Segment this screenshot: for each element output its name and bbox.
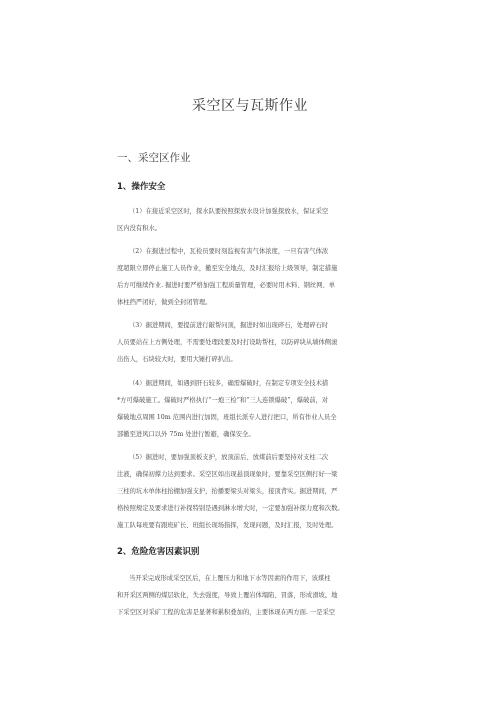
paragraph-line: 人员要站在上方侧处理，不需要处理段要及时打设助帮柱，以防碎块从墙体侧滚 <box>117 339 338 346</box>
section-heading-goaf: 一、采空区作业 <box>117 152 191 164</box>
paragraph-line: （1）在接近采空区时，探水队要按照探放水设计加强探放水，保证采空 <box>129 208 329 215</box>
paragraph-5 <box>117 449 387 534</box>
paragraph-line: 下采空区对采矿工程的危害是显著和累积叠加的，主要体现在两方面. 一是采空 <box>117 609 336 616</box>
paragraph-line: 当开采完成形成采空区后，在上覆压力和地下水等因素的作用下，该煤柱 <box>129 575 331 582</box>
paragraph-2 <box>117 243 387 311</box>
paragraph-line: 格按照规定及要求进行补探特别是遇到淋水增大时，一定要加强补探力度和次数。 <box>117 505 344 512</box>
paragraph-line: 部撤至进风口以外 75m 处进行暂避，确保安全。 <box>117 431 255 438</box>
paragraph-3 <box>117 317 387 368</box>
paragraph-line: 区内没有积水。 <box>117 225 162 232</box>
paragraph-line: （5）掘进时，要加强顶板支护，放顶前后、放煤前后要坚持对支柱二次 <box>129 454 329 461</box>
page-title: 采空区与瓦斯作业 <box>192 98 308 114</box>
paragraph-line: 三柱的坑木单体柱抬棚加强支护，抬播要梁头对梁头，接顶背实。掘进期间，严 <box>117 488 338 495</box>
paragraph-line: （4）掘进期间，如遇到肝石较多，确需爆破时，在制定专项安全技术措 <box>129 380 329 387</box>
paragraph-line: 出伤人，石块较大时，要用大锤打碎扒出。 <box>117 356 237 363</box>
paragraph-line: 施工队每班要有跟班矿长、班组长现场指挥，发现问题，及时汇报，及时处理。 <box>117 522 338 529</box>
paragraph-line: 爆破地点周围 10m 范围内进行加固，班组长派专人进行把口，所有作业人员全 <box>117 414 337 421</box>
subheading-operation-safety: 1、操作安全 <box>117 182 166 192</box>
paragraph-1 <box>117 203 387 237</box>
paragraph-6 <box>117 570 387 621</box>
paragraph-line: 度超限立即停止施工人员作业，撤至安全地点，及时汇报给上级领导，制定措施 <box>117 265 338 272</box>
paragraph-line: 体柱挡严闭好，做到全封闭管理。 <box>117 299 212 306</box>
paragraph-4 <box>117 375 387 443</box>
paragraph-line: 和开采区两侧的煤层软化，失去强度，导致上覆岩体塌陷、冒落，形成滑坡。地 <box>117 592 338 599</box>
paragraph-line: 后方可继续作业. 掘进时要严格加强工程质量管理，必要时用木料、钢丝网、单 <box>117 282 336 289</box>
paragraph-line: 注液，确保初撑力达到要求。采空区如出现悬顶现象时，要靠采空区侧打好一梁 <box>117 471 338 478</box>
paragraph-line: （2）在掘进过程中，瓦检员要时刻监视有害气体浓度，一旦有害气体浓 <box>129 248 329 255</box>
paragraph-line: *方可爆破施工。爆破时严格执行“一炮三检”和“三人连锁爆破”，爆破前，对 <box>117 397 329 404</box>
paragraph-line: （3）掘进期间，要提前进行敲帮问顶，掘进时如出现碎石，处理碎石时 <box>129 322 329 329</box>
subheading-hazard-identification: 2、危险危害因素识别 <box>117 547 200 557</box>
